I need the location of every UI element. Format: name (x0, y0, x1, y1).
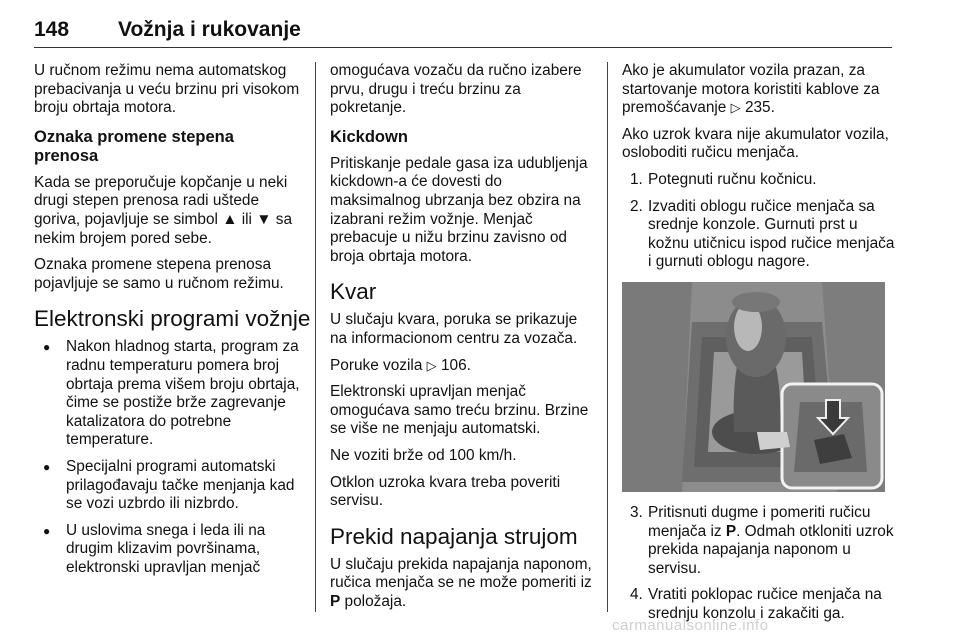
gear-indicator-note: Oznaka promene stepena prenosa pojavljuje se samo u ručnom režimu. (34, 256, 284, 292)
arrow-reference-icon: ▷ (730, 100, 741, 116)
section-title-kickdown: Kickdown (330, 127, 408, 146)
fault-paragraph-4: Ne voziti brže od 100 km/h. (330, 446, 517, 464)
column-divider-1 (315, 62, 316, 612)
fault-paragraph-5: Otklon uzroka kvara treba poveriti servisu. (330, 473, 561, 510)
kickdown-paragraph: Pritiskanje pedale gasa iza udubljenja kickdown-a će dovesti do maksimalnog ubrzanja bez obzira na izabrani režim vožnje. Menjač prebacuje u nižu brzinu zavisno od broja obrtaja motora. (330, 154, 588, 265)
fault-paragraph-3: Elektronski upravljan menjač omogućava samo treću brzinu. Brzine se više ne menjaju automatski. (330, 383, 589, 438)
text: sa nekim brojem pored sebe. (34, 210, 293, 247)
release-paragraph: Ako uzrok kvara nije akumulator vozila, osloboditi ručicu menjača. (622, 125, 889, 162)
list-item (622, 198, 897, 272)
list-item: ● Nakon hladnog starta, program za radnu temperaturu pomera broj obrtaja prema višem broju obrtaja, čime se postiže brže zagrevanje katalizatora do potrebne temperature. (34, 338, 302, 450)
text: Kada se preporučuje kopčanje u neki drugi stepen prenosa radi uštede goriva, pojavljuje se simbol (34, 173, 288, 228)
header-divider (34, 47, 892, 48)
step-text: Potegnuti ručnu kočnicu. (648, 170, 817, 188)
column-2 (330, 62, 595, 619)
section-title-fault: Kvar (330, 279, 377, 305)
text: U slučaju prekida napajanja naponom, ručica menjača se ne može pomeriti iz (330, 555, 592, 592)
column-3 (622, 62, 897, 632)
page-number: 148 (34, 18, 70, 41)
battery-paragraph (622, 62, 897, 118)
list-item (622, 504, 897, 578)
step-text: . Odmah otkloniti uzrok prekida napajanja naponom u servisu. (648, 522, 894, 577)
intro-paragraph: U ručnom režimu nema automatskog prebacivanja u veću brzinu pri visokom broju obrtaja motora. (34, 62, 300, 117)
list-item (622, 171, 897, 190)
list-item: ● U uslovima snega i leda ili na drugim klizavim površinama, elektronski upravljan menjač (34, 522, 302, 578)
step-number: 4. (630, 586, 643, 604)
gear-position-p: P (725, 522, 737, 540)
page-reference-link[interactable]: 235. (744, 99, 775, 117)
text: Poruke vozila (330, 356, 423, 374)
step-number: 2. (630, 197, 643, 215)
text: ili (241, 210, 252, 228)
steps-list-continued (622, 504, 897, 624)
triangle-up-icon: ▲ (222, 210, 238, 228)
bullet-list (34, 338, 302, 577)
step-text: Pritisnuti dugme i pomeriti ručicu menjača iz (648, 503, 871, 540)
watermark: carmanualsonline.info (612, 617, 769, 634)
power-failure-paragraph (330, 556, 595, 612)
step-text: Izvaditi oblogu ručice menjača sa srednje konzole. Gurnuti prst u kožnu utičnicu ispod ručice menjača i gurnuti oblogu nagore. (648, 197, 895, 271)
fault-paragraph-2 (330, 357, 595, 376)
section-title-power-failure: Prekid napajanja strujom (330, 523, 578, 549)
gear-indicator-paragraph (34, 174, 302, 248)
section-title-electronic-programs: Elektronski programi vožnje (34, 306, 311, 332)
steps-list (622, 171, 897, 272)
chapter-title: Vožnja i rukovanje (118, 18, 301, 41)
gear-lever-drawing (622, 282, 885, 492)
continued-paragraph: omogućava vozaču da ručno izabere prvu, drugu i treću brzinu za pokretanje. (330, 62, 582, 117)
column-divider-2 (607, 62, 608, 612)
column-1 (34, 62, 311, 585)
gear-position-p: P (330, 592, 341, 610)
text: Ako je akumulator vozila prazan, za startovanje motora koristiti kablove za premošćavanje (622, 62, 880, 117)
page-header (34, 18, 892, 48)
step-number: 3. (630, 503, 643, 521)
section-title-gear-indicator: Oznaka promene stepena prenosa (34, 127, 234, 165)
list-item: ● Specijalni programi automatski prilagođavaju tačke menjanja kad se vozi uzbrdo ili nizbrdo. (34, 458, 302, 514)
step-text: Vratiti poklopac ručice menjača na srednju konzolu i zakačiti ga. (648, 586, 882, 622)
gear-lever-illustration (622, 282, 885, 492)
fault-paragraph-1: U slučaju kvara, poruka se prikazuje na informacionom centru za vozača. (330, 311, 578, 347)
triangle-down-icon: ▼ (256, 210, 272, 228)
text: položaja. (344, 592, 407, 610)
arrow-reference-icon: ▷ (426, 357, 437, 373)
step-number: 1. (630, 170, 643, 188)
page-reference-link[interactable]: 106. (440, 356, 471, 374)
